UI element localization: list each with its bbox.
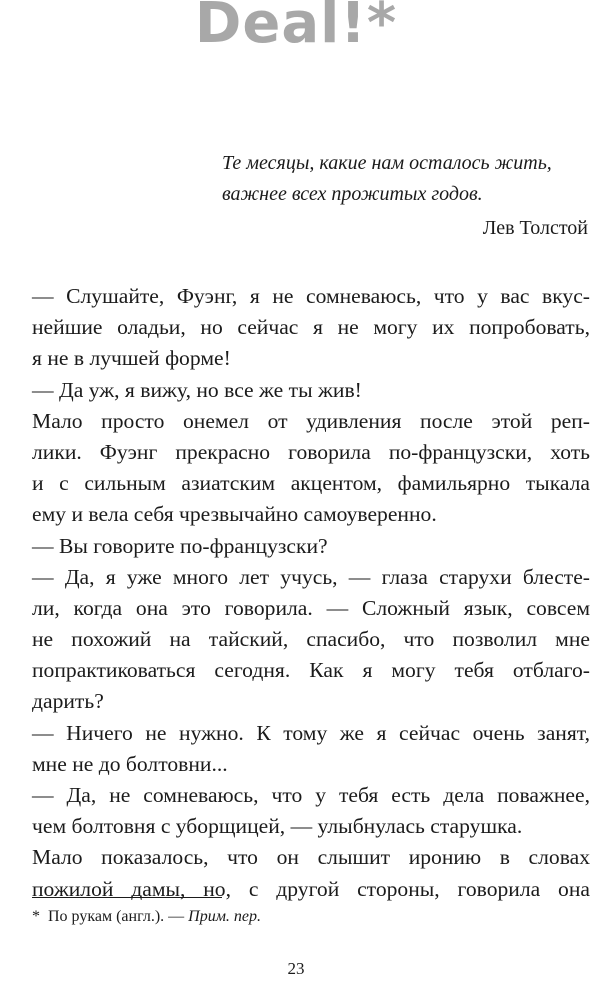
text-line: дарить? [32,689,104,714]
text-line: не похожий на тайский, спасибо, что позволил мне [32,627,590,652]
text-line: Мало просто онемел от удивления после этой реп- [32,408,590,433]
footnote [32,906,261,928]
text-line: ли, когда она это говорила. — Сложный язык, совсем [32,595,590,620]
text-line: — Да, не сомневаюсь, что у тебя есть дела поважнее, [32,783,590,807]
text-line: — Слушайте, Фуэнг, я не сомневаюсь, что у вас вкус- [32,284,590,308]
text-line: попрактиковаться сегодня. Как я могу тебя отблаго- [32,658,590,683]
text-line: — Да, я уже много лет учусь, — глаза старухи блесте- [32,564,590,589]
footnote-abbreviation: Прим. пер. [188,908,262,925]
page-number: 23 [287,959,305,978]
footnote-text: По рукам (англ.). — [48,908,185,925]
body-text [32,281,590,905]
text-line: — Да уж, я вижу, но все же ты жив! [32,377,362,402]
text-line: я не в лучшей форме! [32,346,231,371]
text-line: нейшие оладьи, но сейчас я не могу их попробовать, [32,315,590,340]
text-line: лики. Фуэнг прекрасно говорила по-французски, хоть [32,439,590,464]
text-line: Мало показалось, что он слышит иронию в словах [32,845,590,870]
text-line: ему и вела себя чрезвычайно самоуверенно. [32,502,437,527]
text-line: чем болтовня с уборщицей, — улыбнулась старушка. [32,814,523,839]
chapter-title: Deal!* [194,0,398,56]
text-line: и с сильным азиатским акцентом, фамильярно тыкала [32,471,590,496]
footnote-divider [32,897,222,898]
text-line: — Ничего не нужно. К тому же я сейчас очень занят, [32,720,590,745]
epigraph-line: важнее всех прожитых годов. [222,183,483,205]
epigraph-author: Лев Толстой [482,217,588,239]
epigraph-line: Те месяцы, какие нам осталось жить, [222,152,552,174]
footnote-marker: * [32,908,40,925]
text-line: — Вы говорите по-французски? [32,533,328,558]
text-line: пожилой дамы, но, с другой стороны, говорила она [32,876,590,901]
text-line: мне не до болтовни... [32,751,228,776]
epigraph [208,148,588,210]
